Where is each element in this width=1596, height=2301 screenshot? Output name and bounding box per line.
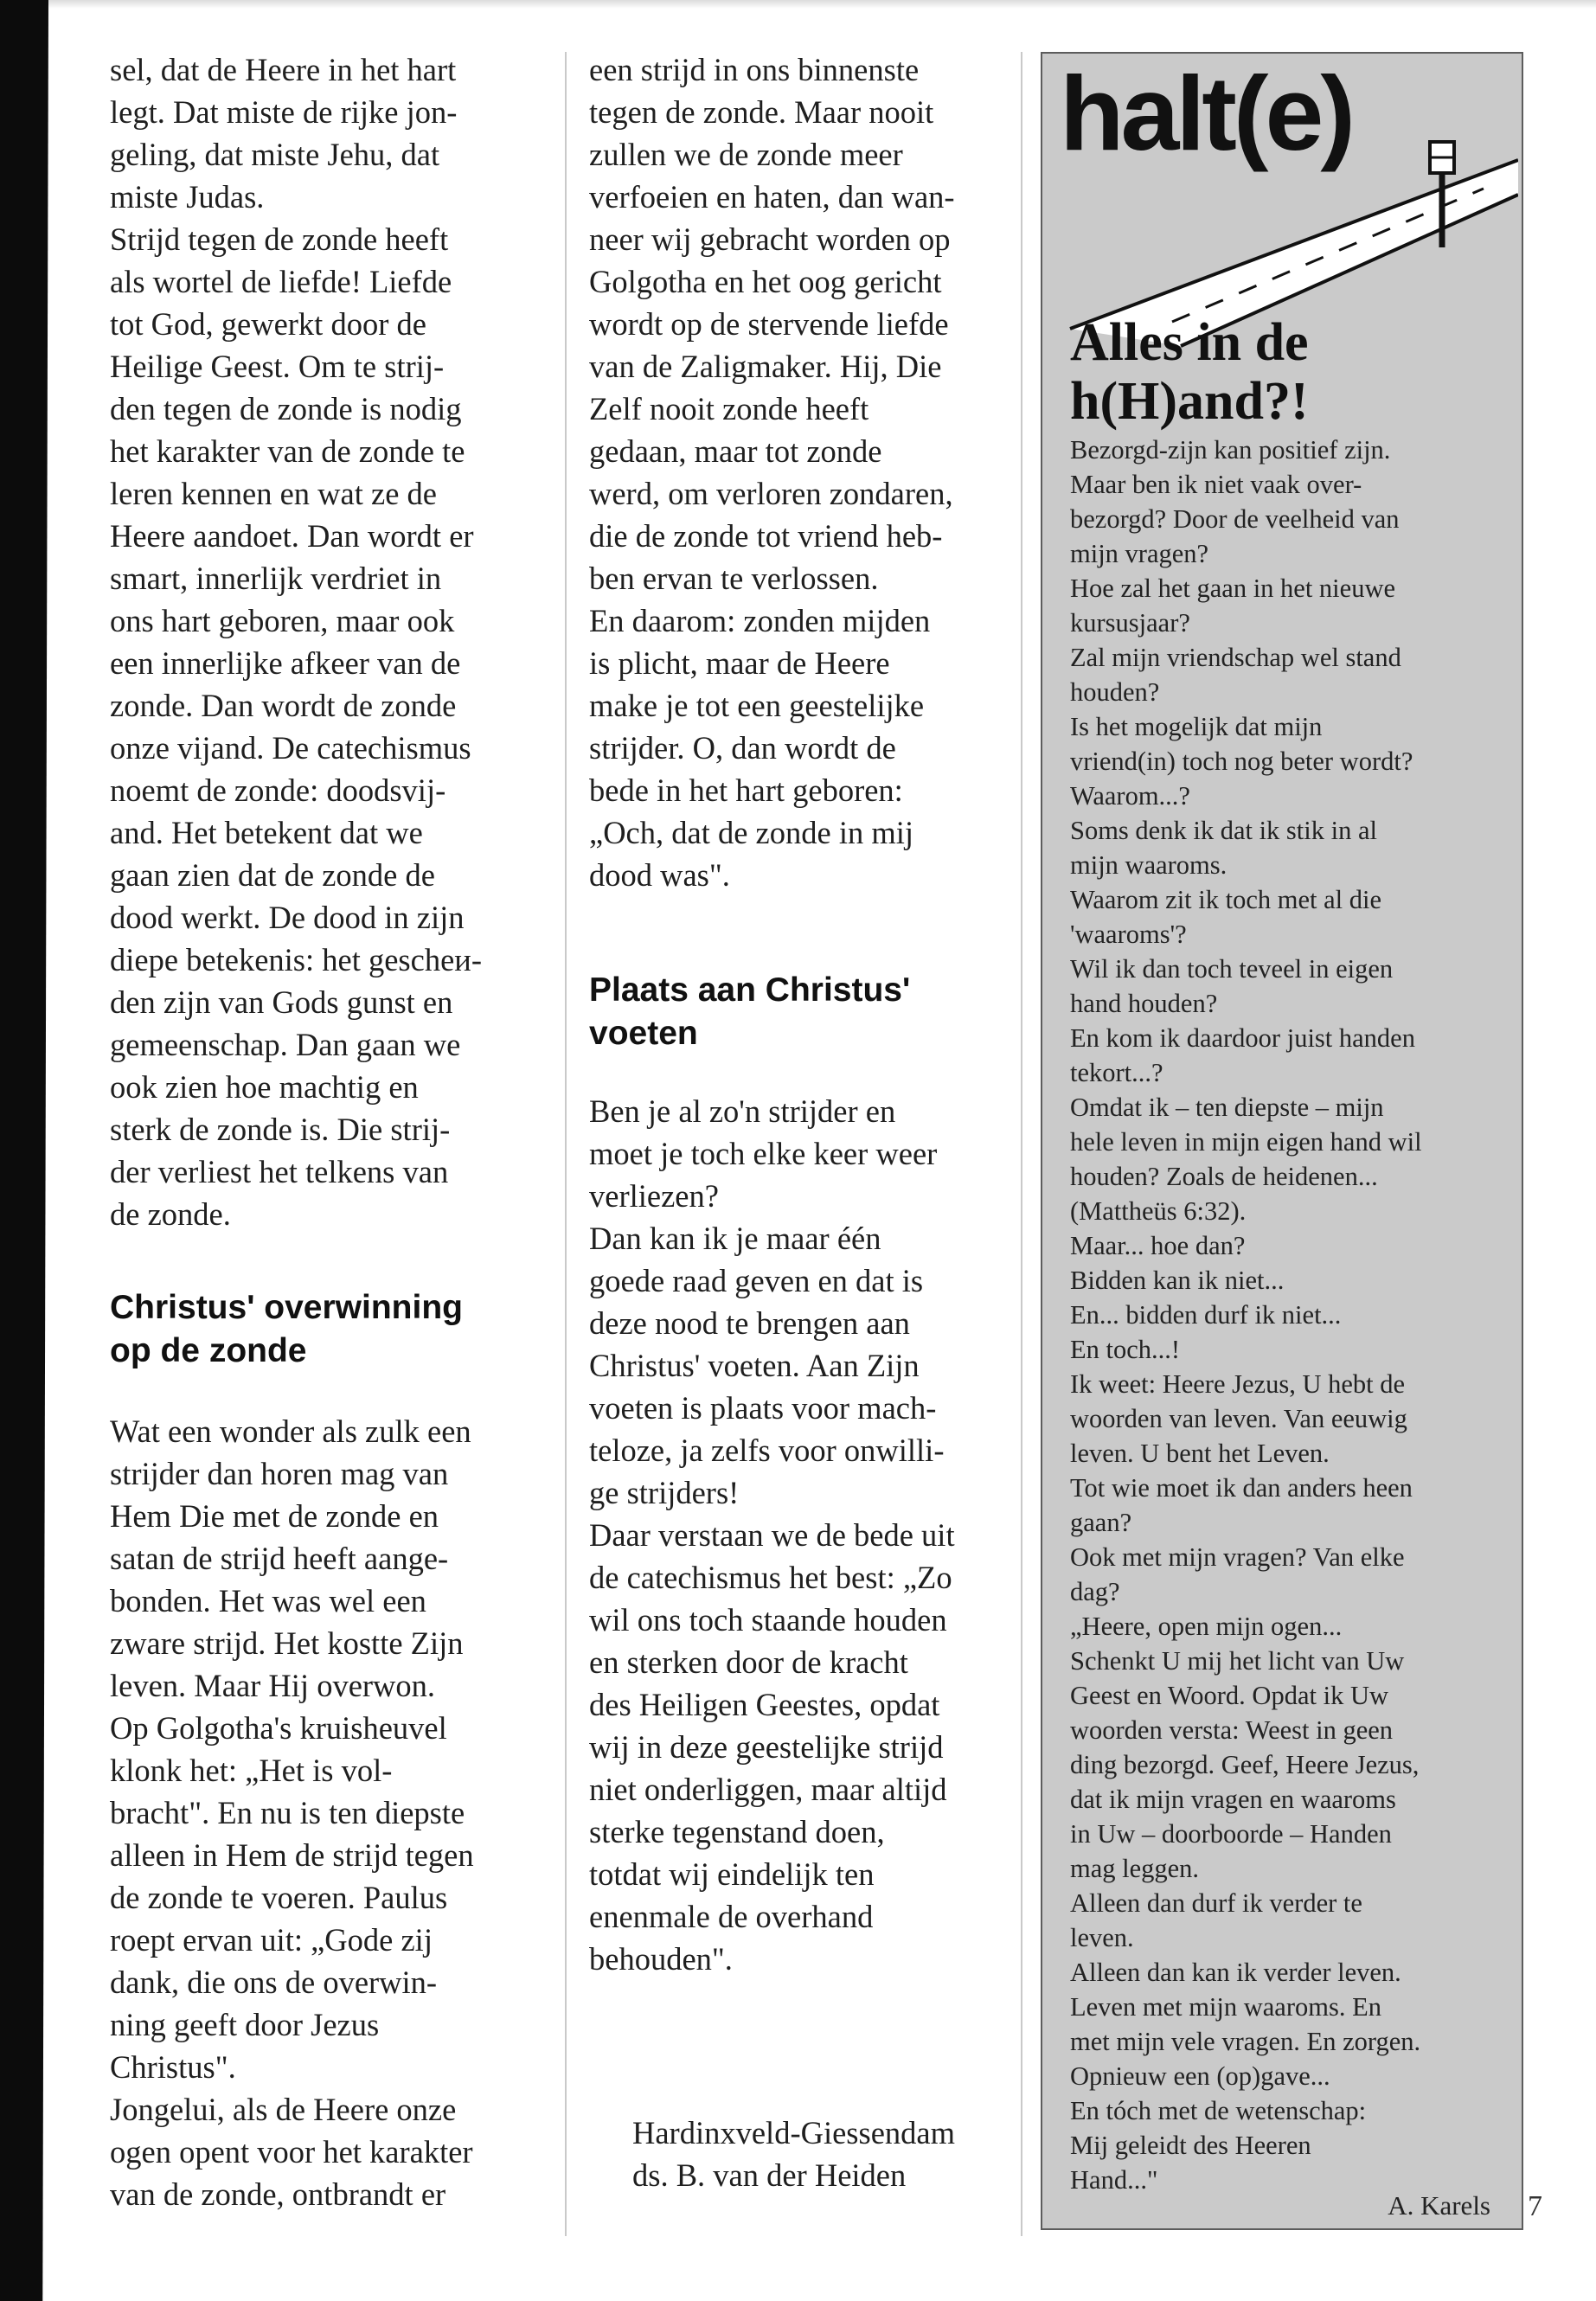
column-2-paragraph-1: een strijd in ons binnenste tegen de zonde. Maar nooit zullen we de zonde meer verfoeien en haten, dan wan- neer wij gebracht worden op Golgotha en het oog gericht wordt op de stervende liefde van de Zaligmaker. Hij, Die Zelf nooit zonde heeft gedaan, maar tot zonde werd, om verloren zondaren, die de zonde tot vriend heb- ben ervan te verlossen. En daarom: zonden mijden is plicht, maar de Heere make je tot een geestelijke strijder. O, dan wordt de bede in het hart geboren: „Och, dat de zonde in mij dood was". — [589, 52, 955, 893]
signature-name: ds. B. van der Heiden — [632, 2157, 907, 2193]
binding-edge — [0, 0, 48, 2301]
sidebar-author: A. Karels — [1388, 2190, 1490, 2221]
column-2 — [589, 48, 1039, 2196]
sidebar-title: Alles in de h(H)and?! — [1070, 313, 1309, 431]
column-2-paragraph-2: Ben je al zo'n strijder en moet je toch elke keer weer verliezen? Dan kan ik je maar één goede raad geven en dat is deze nood te brengen aan Christus' voeten. Aan Zijn voeten is plaats voor mach- teloze, ja zelfs voor onwilli- ge strijders! Daar verstaan we de bede uit de catechismus het best: „Zo wil ons toch staande houden en sterken door de kracht des Heiligen Geestes, opdat wij in deze geestelijke strijd niet onderliggen, maar altijd sterke tegenstand doen, totdat wij eindelijk ten enenmale de overhand behouden". — [589, 1093, 955, 1977]
page-number: 7 — [1528, 2190, 1542, 2222]
sidebar-box — [1041, 52, 1523, 2230]
halte-logo: halt(e) — [1060, 54, 1352, 172]
sidebar-text: Bezorgd-zijn kan positief zijn. Maar ben ik niet vaak over- bezorgd? Door de veelheid van mijn vragen? Hoe zal het gaan in het nieuwe kursusjaar? Zal mijn vriendschap wel stand houden? Is het mogelijk dat mijn vriend(in) toch nog beter wordt? Waarom...? Soms denk ik dat ik stik in al mijn waaroms. Waarom zit ik toch met al die 'waaroms'? Wil ik dan toch teveel in eigen hand houden? En kom ik daardoor juist handen tekort...? Omdat ik – ten diepste – mijn hele leven in mijn eigen hand wil houden? Zoals de heidenen... (Mattheüs 6:32). Maar... hoe dan? Bidden kan ik niet... En... bidden durf ik niet... En toch...! Ik weet: Heere Jezus, U hebt de woorden van leven. Van eeuwig leven. U bent het Leven. Tot wie moet ik dan anders heen gaan? Ook met mijn vragen? Van elke dag? „Heere, open mijn ogen... Schenkt U mij het licht van Uw Geest en Woord. Opdat ik Uw woorden versta: Weest in geen ding bezorgd. Geef, Heere Jezus, dat ik mijn vragen en waaroms in Uw – doorboorde – Handen mag leggen. Alleen dan durf ik verder te leven. Alleen dan kan ik verder leven. Leven met mijn waaroms. En met mijn vele vragen. En zorgen. Opnieuw een (op)gave... En tóch met de wetenschap: Mij geleidt des Heeren Hand..." — [1070, 435, 1422, 2195]
column-1-paragraph-1: sel, dat de Heere in het hart legt. Dat miste de rijke jon- geling, dat miste Jehu, dat miste Judas. Strijd tegen de zonde heeft als wortel de liefde! Liefde tot God, gewerkt door de Heilige Geest. Om te strij- den tegen de zonde is nodig het karakter van de zonde te leren kennen en wat ze de Heere aandoet. Dan wordt er smart, innerlijk verdriet in ons hart geboren, maar ook een innerlijke afkeer van de zonde. Dan wordt de zonde onze vijand. De catechismus noemt de zonde: doodsvij- and. Het betekent dat we gaan zien dat de zonde de dood werkt. De dood in zijn diepe betekenis: het gescheи- den zijn van Gods gunst en gemeenschap. Dan gaan we ook zien hoe machtig en sterk de zonde is. Die strij- der verliest het telkens van de zonde. — [110, 52, 482, 1232]
page-top-shadow — [48, 0, 1596, 9]
column-divider-1 — [565, 52, 567, 2236]
heading-plaats-aan-christus-voeten: Plaats aan Christus' voeten — [589, 971, 911, 1052]
column-1-paragraph-2: Wat een wonder als zulk een strijder dan horen mag van Hem Die met de zonde en satan de strijd heeft aange- bonden. Het was wel een zware strijd. Het kostte Zijn leven. Maar Hij overwon. Op Golgotha's kruisheuvel klonk het: „Het is vol- bracht". En nu is ten diepste alleen in Hem de strijd tegen de zonde te voeren. Paulus roept ervan uit: „Gode zij dank, die ons de overwin- ning geeft door Jezus Christus". Jongelui, als de Heere onze ogen opent voor het karakter van de zonde, ontbrandt er — [110, 1413, 474, 2212]
heading-christus-overwinning: Christus' overwinning op de zonde — [110, 1289, 463, 1369]
column-1 — [110, 48, 542, 2215]
signature-place: Hardinxveld-Giessendam — [632, 2115, 956, 2150]
column-divider-2 — [1021, 52, 1022, 2236]
